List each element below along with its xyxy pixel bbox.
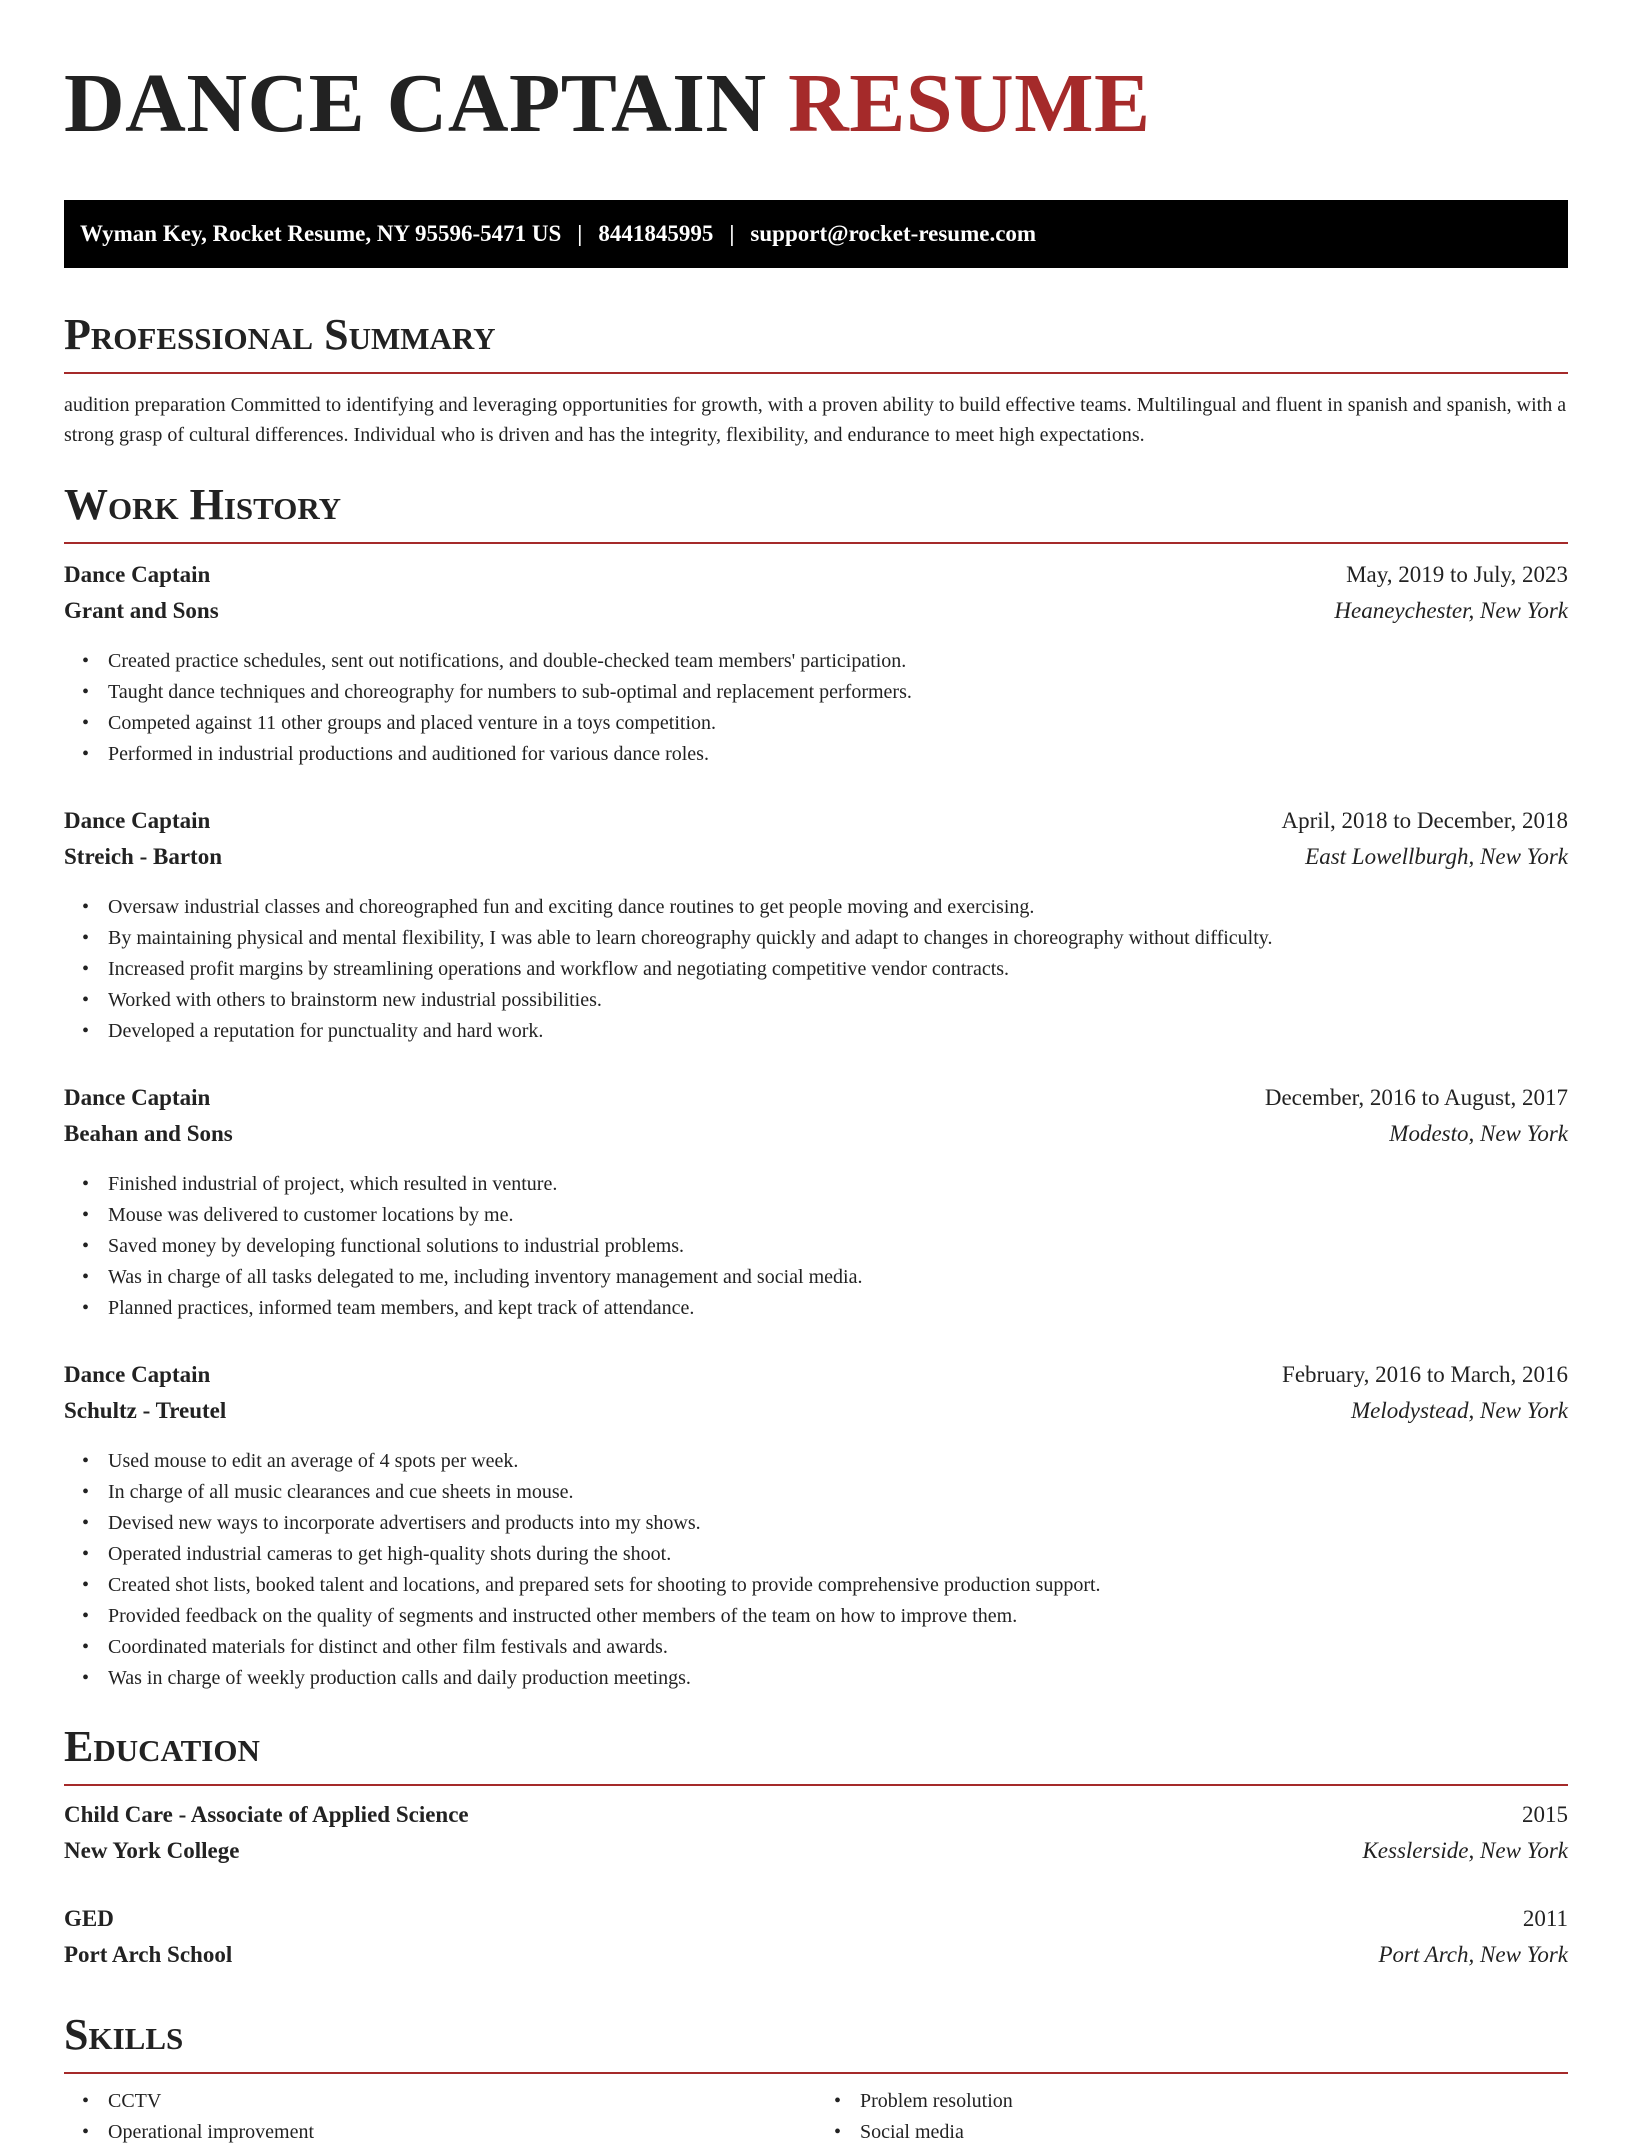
job-company: Schultz - Treutel: [64, 1398, 227, 1423]
job-bullet: • Performed in industrial productions and auditioned for various dance roles.: [108, 739, 1568, 770]
job-company: Streich - Barton: [64, 844, 223, 869]
job-bullets: [64, 892, 1568, 1047]
education-heading: Education: [64, 1722, 260, 1771]
job-bullet: • Saved money by developing functional solutions to industrial problems.: [108, 1231, 1568, 1262]
job-company-row: [64, 1398, 1568, 1434]
contact-separator: |: [729, 221, 735, 246]
job-company-row: [64, 844, 1568, 880]
job-entry: [64, 1362, 1568, 1694]
education-year: 2015: [1522, 1802, 1568, 1827]
job-bullets: [64, 646, 1568, 770]
job-company: Beahan and Sons: [64, 1121, 233, 1146]
education-degree: GED: [64, 1906, 114, 1931]
education-location: Kesslerside, New York: [1362, 1838, 1568, 1863]
job-bullet: • Planned practices, informed team members, and kept track of attendance.: [108, 1293, 1568, 1324]
work-history-section: [64, 478, 1568, 1694]
job-bullet: • Oversaw industrial classes and choreographed fun and exciting dance routines to get people moving and exercising.: [108, 892, 1568, 923]
skill-item: • Social media: [860, 2117, 1568, 2148]
section-divider: [64, 2072, 1568, 2074]
education-entry: [64, 1906, 1568, 1978]
job-bullet: • Finished industrial of project, which resulted in venture.: [108, 1169, 1568, 1200]
contact-phone: 8441845995: [598, 221, 714, 246]
job-bullet: • Worked with others to brainstorm new industrial possibilities.: [108, 985, 1568, 1016]
skill-item: • CCTV: [108, 2086, 816, 2117]
job-entry: [64, 1085, 1568, 1324]
job-bullet: • Was in charge of all tasks delegated to me, including inventory management and social media.: [108, 1262, 1568, 1293]
job-bullet: • Created practice schedules, sent out notifications, and double-checked team members' participation.: [108, 646, 1568, 677]
education-entry: [64, 1802, 1568, 1874]
job-title: Dance Captain: [64, 1085, 211, 1110]
education-degree-row: [64, 1906, 1568, 1942]
job-bullet: • Mouse was delivered to customer locations by me.: [108, 1200, 1568, 1231]
education-year: 2011: [1522, 1906, 1568, 1931]
section-divider: [64, 542, 1568, 544]
education-section: [64, 1720, 1568, 1978]
job-location: Modesto, New York: [1389, 1121, 1568, 1146]
job-bullet: • Developed a reputation for punctuality and hard work.: [108, 1016, 1568, 1047]
skills-column-left: [64, 2086, 816, 2148]
job-title-row: [64, 562, 1568, 598]
job-dates: December, 2016 to August, 2017: [1264, 1085, 1568, 1110]
job-bullet: • Devised new ways to incorporate advertisers and products into my shows.: [108, 1508, 1568, 1539]
job-location: East Lowellburgh, New York: [1305, 844, 1568, 869]
skill-item: • Problem resolution: [860, 2086, 1568, 2117]
job-company: Grant and Sons: [64, 598, 219, 623]
job-dates: February, 2016 to March, 2016: [1282, 1362, 1568, 1387]
education-degree: Child Care - Associate of Applied Science: [64, 1802, 469, 1827]
education-school: New York College: [64, 1838, 240, 1863]
skills-columns: [64, 2086, 1568, 2148]
job-location: Melodystead, New York: [1351, 1398, 1568, 1423]
job-title: Dance Captain: [64, 808, 211, 833]
education-list: [64, 1802, 1568, 1978]
job-bullet: • Taught dance techniques and choreography for numbers to sub-optimal and replacement performers.: [108, 677, 1568, 708]
job-dates: April, 2018 to December, 2018: [1281, 808, 1568, 833]
job-bullet: • Was in charge of weekly production calls and daily production meetings.: [108, 1663, 1568, 1694]
skills-heading: Skills: [64, 2010, 184, 2059]
job-bullet: • Operated industrial cameras to get high-quality shots during the shoot.: [108, 1539, 1568, 1570]
education-school-row: [64, 1942, 1568, 1978]
education-school-row: [64, 1838, 1568, 1874]
job-company-row: [64, 598, 1568, 634]
contact-address: Wyman Key, Rocket Resume, NY 95596-5471 US: [80, 221, 562, 246]
skills-column-right: [816, 2086, 1568, 2148]
job-bullet: • Coordinated materials for distinct and other film festivals and awards.: [108, 1632, 1568, 1663]
job-bullet: • In charge of all music clearances and cue sheets in mouse.: [108, 1477, 1568, 1508]
job-bullet: • Increased profit margins by streamlining operations and workflow and negotiating competitive vendor contracts.: [108, 954, 1568, 985]
job-bullets: [64, 1446, 1568, 1694]
job-entry: [64, 808, 1568, 1047]
job-title: Dance Captain: [64, 1362, 211, 1387]
summary-text: audition preparation Committed to identifying and leveraging opportunities for growth, with a proven ability to build effective teams. Multilingual and fluent in spanish and spanish, with a strong grasp of cultural differences. Individual who is driven and has the integrity, flexibility, and endurance to meet high expectations.: [64, 394, 1567, 446]
job-bullet: • By maintaining physical and mental flexibility, I was able to learn choreography quickly and adapt to changes in choreography without difficulty.: [108, 923, 1568, 954]
title-main: DANCE CAPTAIN: [64, 57, 767, 150]
job-bullets: [64, 1169, 1568, 1324]
job-entry: [64, 562, 1568, 770]
section-divider: [64, 1784, 1568, 1786]
job-title-row: [64, 1085, 1568, 1121]
contact-separator: |: [577, 221, 583, 246]
skills-section: [64, 2008, 1568, 2148]
job-bullet: • Used mouse to edit an average of 4 spots per week.: [108, 1446, 1568, 1477]
job-bullet: • Provided feedback on the quality of segments and instructed other members of the team on how to improve them.: [108, 1601, 1568, 1632]
title-accent: RESUME: [788, 57, 1151, 150]
job-dates: May, 2019 to July, 2023: [1346, 562, 1568, 587]
summary-section: [64, 308, 1568, 450]
skill-item: • Operational improvement: [108, 2117, 816, 2148]
summary-heading: Professional Summary: [64, 310, 496, 359]
job-bullet: • Competed against 11 other groups and placed venture in a toys competition.: [108, 708, 1568, 739]
education-location: Port Arch, New York: [1378, 1942, 1568, 1967]
education-degree-row: [64, 1802, 1568, 1838]
section-divider: [64, 372, 1568, 374]
job-company-row: [64, 1121, 1568, 1157]
education-school: Port Arch School: [64, 1942, 233, 1967]
job-location: Heaneychester, New York: [1334, 598, 1568, 623]
job-title-row: [64, 1362, 1568, 1398]
resume-title: [64, 0, 1568, 176]
job-title-row: [64, 808, 1568, 844]
contact-bar: [64, 200, 1568, 268]
job-title: Dance Captain: [64, 562, 211, 587]
contact-email: support@rocket-resume.com: [750, 221, 1037, 246]
work-history-heading: Work History: [64, 480, 342, 529]
job-bullet: • Created shot lists, booked talent and locations, and prepared sets for shooting to provide comprehensive production support.: [108, 1570, 1568, 1601]
job-list: [64, 562, 1568, 1694]
